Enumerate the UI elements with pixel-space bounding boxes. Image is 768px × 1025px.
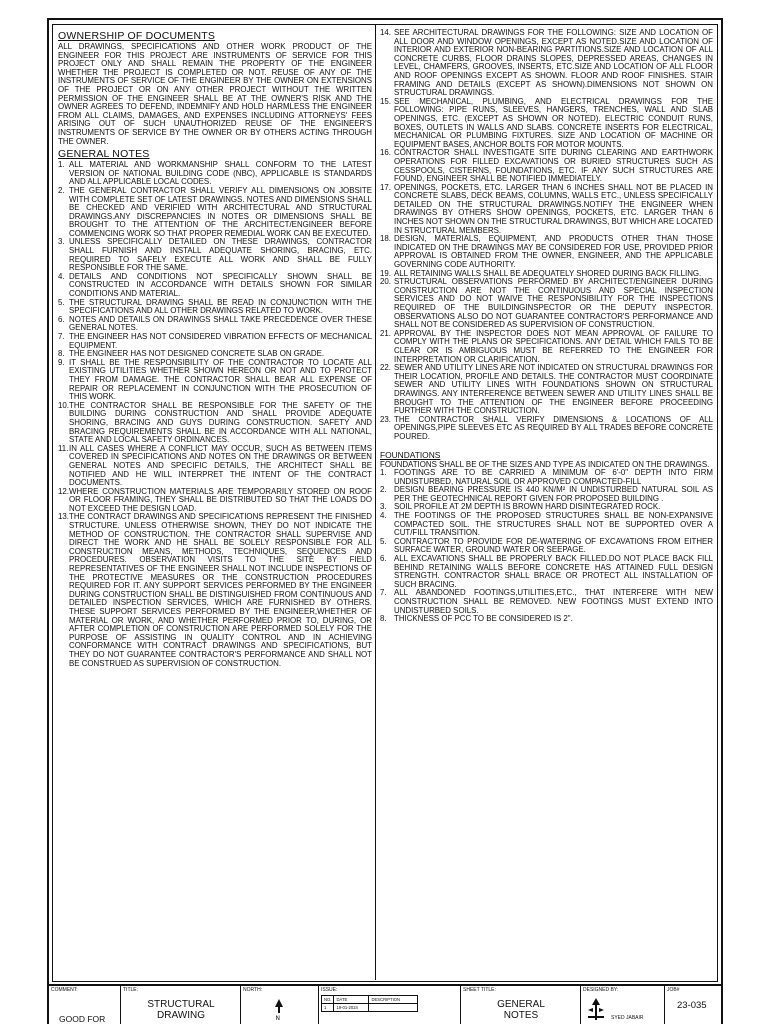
general-note-item-number: 6.	[58, 314, 65, 324]
foundation-item-number: 4.	[380, 511, 387, 521]
svg-text:N: N	[275, 1015, 280, 1021]
foundations-list	[380, 469, 713, 624]
general-note-item-text: IN ALL CASES WHERE A CONFLICT MAY OCCUR, SUCH AS BETWEEN ITEMS COVERED IN SPECIFICATIONS AND NOTES ON THE DRAWINGS OR BETWEEN GENERAL NOTES AND SPECIFIC DETAILS, THE ARCHITECT SHALL BE NOTIFIED AND HE WILL INTERPRET THE INTENT OF THE CONTRACT DOCUMENTS.	[69, 443, 372, 488]
ownership-title: OWNERSHIP OF DOCUMENTS	[58, 30, 216, 42]
general-note-item-number: 17.	[380, 182, 391, 192]
general-note-item-text: THE GENERAL CONTRACTOR SHALL VERIFY ALL DIMENSIONS ON JOBSITE WITH COMPLETE SET OF LATEST DRAWINGS. NOTES AND DIMENSIONS SHALL BE CHECKED AND VERIFIED WITH ARCHITECTURAL AND STRUCTURAL DRAWINGS.ANY DISCREPANCIES IN NOTES OR DIMENSIONS SHALL BE BROUGHT TO THE ATTENTION OF THE ARCHITECT/ENGINEER BEFORE COMMENCING WORK SO THAT PROPER REMEDIAL WORK CAN BE EXECUTED.	[69, 185, 372, 238]
general-note-item	[58, 187, 372, 239]
general-note-item-number: 16.	[380, 148, 391, 158]
general-note-item-number: 8.	[58, 349, 65, 359]
comment-cell	[49, 986, 121, 1024]
right-column	[380, 29, 713, 624]
general-note-item-number: 2.	[58, 185, 65, 195]
general-note-item-text: SEE MECHANICAL, PLUMBING, AND ELECTRICAL DRAWINGS FOR THE FOLLOWING: PIPE RUNS, SLEEVES, HANGERS, TRENCHES, WALL AND SLAB OPENINGS, ETC. (EXCEPT AS SHOWN OR NOTED). ELECTRIC CONDUIT RUNS, BOXES, OUTLETS IN WALLS AND SLABS. CONCRETE INSERTS FOR ELECTRICAL, MECHANICAL OR PLUMBING FIXTURES. SIZE AND LOCATION OF MACHINE OR EQUIPMENT BASES, ANCHOR BOLTS FOR MOTOR MOUNTS.	[394, 96, 713, 149]
foundation-item	[380, 555, 713, 589]
job-number: 23-035	[677, 1000, 707, 1011]
general-note-item-text: CONTRACTOR SHALL INVESTIGATE SITE DURING CLEARING AND EARTHWORK OPERATIONS FOR FILLED EXCAVATIONS OR BURIED STRUCTURES SUCH AS CESSPOOLS, CISTERNS, FOUNDATIONS, ETC. IF ANY SUCH STRUCTURES ARE FOUND, ENGINEER SHALL BE NOTIFIED IMMEDIATELY.	[394, 148, 713, 184]
issue-row-description	[369, 1004, 418, 1012]
general-note-item-text: THE ENGINEER HAS NOT DESIGNED CONCRETE SLAB ON GRADE.	[69, 349, 325, 359]
general-note-item	[380, 184, 713, 236]
foundations-title: FOUNDATIONS	[380, 449, 441, 460]
general-note-item	[380, 235, 713, 269]
foundations-intro: FOUNDATIONS SHALL BE OF THE SIZES AND TYPE AS INDICATED ON THE DRAWINGS.	[380, 459, 710, 469]
general-note-item	[380, 416, 713, 442]
foundation-item-text: THICKNESS OF PCC TO BE CONSIDERED IS 2".	[394, 614, 573, 624]
issue-header-description: DESCRIPTION	[369, 996, 418, 1004]
north-label: NORTH:	[243, 987, 263, 993]
comment-label: COMMENT:	[51, 987, 78, 993]
sheet-title: GENERAL NOTES	[497, 999, 545, 1021]
general-note-item-text: SEWER AND UTILITY LINES ARE NOT INDICATED ON STRUCTURAL DRAWINGS FOR THEIR LOCATION, PROFILE AND DETAILS. THE CONTRACTOR MUST COORDINATE SEWER AND UTILITY LINES WITH FOUNDATIONS SHOWN ON STRUCTURAL DRAWINGS. ANY INTERFERENCE BETWEEN SEWER AND UTILITY LINES SHALL BE BROUGHT TO THE ATTENTION OF THE ENGINEER BEFORE PROCEEDING FURTHER WITH THE CONSTRUCTION.	[394, 363, 713, 416]
general-note-item-number: 11.	[58, 443, 69, 453]
general-note-item-number: 12.	[58, 486, 69, 496]
job-label: JOB#	[667, 987, 680, 993]
general-note-item	[380, 98, 713, 150]
general-note-item-text: THE CONTRACTOR SHALL VERIFY DIMENSIONS & LOCATIONS OF ALL OPENINGS,PIPE SLEEVES ETC AS REQUIRED BY ALL TRADES BEFORE CONCRETE POURED.	[394, 414, 713, 441]
general-note-item-number: 10.	[58, 400, 69, 410]
designed-by-cell	[581, 986, 665, 1024]
designer-seal-icon	[585, 996, 607, 1022]
issue-header-date: DATE	[334, 996, 369, 1004]
general-note-item-number: 7.	[58, 332, 65, 341]
general-note-item	[58, 161, 372, 187]
general-note-item-number: 20.	[380, 277, 391, 287]
issue-label: ISSUE:	[321, 987, 338, 993]
title-block	[47, 986, 723, 1024]
general-note-item	[58, 299, 372, 316]
general-note-item-number: 19.	[380, 268, 391, 278]
general-notes-list-continued	[380, 29, 713, 442]
general-note-item-number: 21.	[380, 328, 391, 338]
foundation-item-number: 5.	[380, 536, 387, 546]
general-note-item-text: ALL MATERIAL AND WORKMANSHIP SHALL CONFORM TO THE LATEST VERSION OF NATIONAL BUILDING CODE (NBC), APPLICABLE IS STANDARDS AND ALL APPLICABLE LOCAL CODES.	[69, 160, 372, 187]
issue-table	[321, 995, 418, 1012]
foundation-item	[380, 486, 713, 503]
north-cell	[241, 986, 319, 1024]
general-note-item-number: 9.	[58, 357, 65, 367]
foundation-item-number: 7.	[380, 588, 387, 598]
general-note-item-text: UNLESS SPECIFICALLY DETAILED ON THESE DRAWINGS, CONTRACTOR SHALL FURNISH AND INSTALL ADEQUATE SHORING, BRACING, ETC. REQUIRED TO SAFELY EXECUTE ALL WORK AND SHALL BE FULLY RESPONSIBLE FOR THE SAME.	[69, 237, 372, 273]
sheet-title-label: SHEET TITLE:	[463, 987, 496, 993]
general-note-item-number: 15.	[380, 96, 391, 106]
foundation-item-number: 6.	[380, 554, 387, 564]
general-note-item	[380, 149, 713, 183]
foundation-item-number: 3.	[380, 502, 387, 512]
ownership-text: ALL DRAWINGS, SPECIFICATIONS AND OTHER WORK PRODUCT OF THE ENGINEER FOR THIS PROJECT ARE INSTRUMENTS OF SERVICE FOR THIS PROJECT ONLY AND SHALL REMAIN THE PROPERTY OF THE ENGINEER WHETHER THE PROJECT IS COMPLETED OR NOT. REUSE OF ANY OF THE INSTRUMENTS OF SERVICE OF THE ENGINEER BY THE OWNER ON EXTENSIONS OF THE PROJECT OR ON ANY OTHER PROJECT WITHOUT THE WRITTEN PERMISSION OF THE ENGINEER SHALL BE AT THE OWNER'S RISK AND THE OWNER AGREES TO DEFEND, INDEMNIFY AND HOLD HARMLESS THE ENGINEER FROM ALL CLAIMS, DAMAGES, AND EXPENSES INCLUDING ATTORNEYS' FEES ARISING OUT OF SUCH UNAUTHORIZED REUSE OF THE ENGINEER'S INSTRUMENTS OF SERVICE BY THE OWNER OR BY OTHERS ACTING THROUGH THE OWNER.	[58, 42, 372, 146]
general-note-item	[380, 330, 713, 364]
general-note-item	[58, 402, 372, 445]
general-note-item-number: 4.	[58, 271, 65, 281]
issue-cell	[319, 986, 461, 1024]
general-note-item-text: NOTES AND DETAILS ON DRAWINGS SHALL TAKE PRECEDENCE OVER THESE GENERAL NOTES.	[69, 314, 372, 333]
general-note-item-number: 23.	[380, 414, 391, 424]
job-cell	[665, 986, 721, 1024]
issue-header-no: NO.	[322, 996, 334, 1004]
general-note-item	[380, 29, 713, 98]
left-column	[58, 29, 372, 668]
general-note-item-text: THE ENGINEER HAS NOT CONSIDERED VIBRATION EFFECTS OF MECHANICAL EQUIPMENT.	[69, 332, 372, 350]
general-note-item	[380, 364, 713, 416]
general-note-item-number: 1.	[58, 160, 65, 170]
general-note-item-text: OPENINGS, POCKETS, ETC. LARGER THAN 6 INCHES SHALL NOT BE PLACED IN CONCRETE SLABS, DECK BEAMS, COLUMNS, WALLS ETC., UNLESS SPECIFICALLY DETAILED ON THE STRUCTURAL DRAWINGS.NOTIFY THE ENGINEER WHEN DRAWINGS BY OTHERS SHOW OPENINGS, POCKETS, ETC. LARGER THAN 6 INCHES NOT SHOWN ON THE STRUCTURAL DRAWINGS, BUT WHICH ARE LOCATED IN STRUCTURAL MEMBERS.	[394, 182, 713, 235]
foundation-item-text: SOIL PROFILE AT 2M DEPTH IS BROWN HARD DISINTEGRATED ROCK.	[394, 502, 661, 512]
general-notes-title: GENERAL NOTES	[58, 148, 150, 161]
designed-by-label: DESIGNED BY:	[583, 987, 619, 993]
general-note-item-text: THE STRUCTURAL DRAWING SHALL BE READ IN CONJUNCTION WITH THE SPECIFICATIONS AND ALL OTHER DRAWINGS RELATED TO WORK.	[69, 297, 372, 316]
general-note-item	[58, 445, 372, 488]
general-note-item	[58, 316, 372, 333]
title-cell	[121, 986, 241, 1024]
general-note-item-text: THE CONTRACT DRAWINGS AND SPECIFICATIONS REPRESENT THE FINISHED STRUCTURE. UNLESS OTHERWISE SHOWN, THEY DO NOT INDICATE THE METHOD OF CONSTRUCTION. THE CONTRACTOR SHALL SUPERVISE AND DIRECT THE WORK AND HE SHALL BE SOLELY RESPONSIBLE FOR ALL CONSTRUCTION MEANS, METHODS, TECHNIQUES, SEQUENCES AND PROCEDURES. OBSERVATION VISITS TO THE SITE BY FIELD REPRESENTATIVES OF THE ENGINEER SHALL NOT INCLUDE INSPECTIONS OF THE PROTECTIVE MEASURES OR THE CONSTRUCTION PROCEDURES REQUIRED FOR IT. ANY SUPPORT SERVICES PERFORMED BY THE ENGINEER DURING CONSTRUCTION SHALL BE DISTINGUISHED FROM CONTINUOUS AND DETAILED INSPECTION SERVICES, WHICH ARE FURNISHED BY OTHERS. THESE SUPPORT SERVICES PERFORMED BY THE ENGINEER,WHETHER OF MATERIAL OR WORK, AND WHETHER PERFORMED PRIOR TO, DURING, OR AFTER COMPLETION OF CONSTRUCTION ARE PERFORMED SOLELY FOR THE PURPOSE OF ASSISTING IN QUALITY CONTROL AND IN ACHIEVING CONFORMANCE WITH CONTRACT DRAWINGS AND SPECIFICATIONS, BUT THEY DO NOT GUARANTEE CONTRACTOR'S PERFORMANCE AND SHALL NOT BE CONSTRUED AS SUPERVISION OF CONSTRUCTION.	[69, 512, 372, 668]
title-label: TITLE:	[123, 987, 139, 993]
general-note-item-number: 14.	[380, 28, 391, 37]
foundation-item-number: 2.	[380, 485, 387, 495]
general-note-item	[58, 359, 372, 402]
foundation-item-number: 8.	[380, 614, 387, 624]
general-note-item	[58, 273, 372, 299]
comment-value: GOOD FOR	[59, 1014, 106, 1024]
foundation-item-text: FOOTINGS ARE TO BE CARRIED A MINIMUM OF 6'-0" DEPTH INTO FIRM UNDISTURBED, NATURAL SOIL OR APPROVED COMPACTED-FILL	[394, 468, 713, 486]
north-arrow-icon	[273, 999, 285, 1021]
foundation-item-text: THE FOOTINGS OF THE PROPOSED STRUCTURES SHALL BE NON-EXPANSIVE COMPACTED SOIL. THE STRUCTURES SHALL NOT BE SUPPORTED OVER A CUT/FILL TRANSITION.	[394, 511, 713, 538]
foundation-item	[380, 615, 713, 624]
foundation-item-text: ALL EXCAVATIONS SHALL BE PROPERLY BACK FILLED.DO NOT PLACE BACK FILL BEHIND RETAINING WALLS BEFORE CONCRETE HAS ATTAINED FULL DESIGN STRENGTH. CONTRACTOR SHALL BRACE OR PROTECT ALL INSTALLATION OF SUCH BRACING.	[394, 554, 713, 589]
general-notes-list	[58, 161, 372, 668]
sheet-title-cell	[461, 986, 581, 1024]
general-note-item-number: 3.	[58, 237, 65, 247]
general-note-item-text: STRUCTURAL OBSERVATIONS PERFORMED BY ARCHITECT/ENGINEER DURING CONSTRUCTION ARE NOT THE CONTINUOUS AND SPECIAL INSPECTION SERVICES AND DO NOT WAIVE THE RESPONSIBILITY FOR THE INSPECTIONS REQUIRED OF THE BUILDINGINSPECTOR OR THE DEPUTY INSPECTOR. OBSERVATIONS ALSO DO NOT GUARANTEE CONTRACTOR'S PERFORMANCE AND SHALL NOT BE CONSIDERED AS SUPERVISION OF CONSTRUCTION.	[394, 277, 713, 330]
general-note-item-number: 5.	[58, 297, 65, 307]
general-note-item-text: SEE ARCHITECTURAL DRAWINGS FOR THE FOLLOWING: SIZE AND LOCATION OF ALL DOOR AND WINDOW OPENINGS, EXCEPT AS NOTED.SIZE AND LOCATION OF INTERIOR AND EXTERIOR NON-BEARING PARTITIONS.SIZE AND LOCATION OF ALL CONCRETE CURBS, FLOOR DRAINS SLOPES, DEPRESSED AREAS, CHANGES IN LEVEL, CHAMFERS, GROOVES, INSERTS, ETC.SIZE AND LOCATION OF ALL FLOOR AND ROOF OPENINGS EXCEPT AS SHOWN. FLOOR AND ROOF FINISHES. STAIR FRAMING AND DETAILS (EXCEPT AS SHOWN).DIMENSIONS NOT SHOWN ON STRUCTURAL DRAWINGS.	[394, 28, 713, 98]
drawing-title: STRUCTURAL DRAWING	[147, 999, 215, 1021]
general-note-item-text: DESIGN, MATERIALS, EQUIPMENT, AND PRODUCTS OTHER THAN THOSE INDICATED ON THE DRAWINGS MAY BE CONSIDERED FOR USE, PROVIDED PRIOR APPROVAL IS OBTAINED FROM THE OWNER, ENGINEER, AND THE APPLICABLE GOVERNING CODE AUTHORITY.	[394, 234, 713, 270]
general-note-item-number: 22.	[380, 363, 391, 373]
general-note-item-text: THE CONTRACTOR SHALL BE RESPONSIBLE FOR THE SAFETY OF THE BUILDING DURING CONSTRUCTION AND SHALL PROVIDE ADEQUATE SHORING, BRACING AND GUYS DURING CONSTRUCTION. SAFETY AND BRACING REQUIREMENTS SHALL BE IN ACCORDANCE WITH ALL NATIONAL, STATE AND LOCAL SAFETY ORDINANCES.	[69, 400, 372, 445]
general-note-item-text: WHERE CONSTRUCTION MATERIALS ARE TEMPORARILY STORED ON ROOF OR FLOOR FRAMING, THEY SHALL BE DISTRIBUTED SO THAT THE LOADS DO NOT EXCEED THE DESIGN LOAD.	[69, 486, 372, 513]
issue-row-date: 19-01-2024	[334, 1004, 369, 1012]
foundation-item	[380, 469, 713, 486]
general-note-item-text: APPROVAL BY THE INSPECTOR DOES NOT MEAN APPROVAL OF FAILURE TO COMPLY WITH THE PLANS OR SPECIFICATIONS. ANY DETAIL WHICH FAILS TO BE CLEAR OR IS AMBIGUOUS MUST BE REFERRED TO THE ENGINEER FOR INTERPRETATION OR CLARIFICATION.	[394, 328, 713, 364]
general-note-item-text: IT SHALL BE THE RESPONSIBILITY OF THE CONTRACTOR TO LOCATE ALL EXISTING UTILITIES WHETHER SHOWN HEREON OR NOT AND TO PROTECT THEY FROM DAMAGE. THE CONTRACTOR SHALL BEAR ALL EXPENSE OF REPAIR OR REPLACEMENT IN CONJUNCTION WITH THE PROSECUTION OF THIS WORK.	[69, 357, 372, 402]
foundation-item-text: ALL ABANDONED FOOTINGS,UTILITIES,ETC., THAT INTERFERE WITH NEW CONSTRUCTION SHALL BE REMOVED. NEW FOOTINGS MUST EXTEND INTO UNDISTURBED SOILS.	[394, 588, 713, 615]
general-note-item-number: 13.	[58, 512, 69, 522]
general-note-item	[380, 278, 713, 330]
general-note-item-number: 18.	[380, 234, 391, 244]
foundation-item	[380, 589, 713, 615]
foundation-item-text: DESIGN BEARING PRESSURE IS 440 KN/M² IN UNDISTURBED NATURAL SOIL AS PER THE GEOTECHNICAL REPORT GIVEN FOR PROPOSED BUILDING .	[394, 485, 713, 503]
designer-name: SYED JABAIR	[611, 1015, 644, 1021]
general-note-item-text: DETAILS AND CONDITIONS NOT SPECIFICALLY SHOWN SHALL BE CONSTRUCTED IN ACCORDANCE WITH DETAILS SHOWN FOR SIMILAR CONDITIONS AND MATERIAL.	[69, 271, 372, 299]
general-note-item	[58, 488, 372, 514]
general-note-item	[58, 238, 372, 272]
general-note-item	[58, 333, 372, 350]
column-divider	[375, 24, 376, 980]
issue-row-no: 1	[322, 1004, 334, 1012]
general-note-item-text: ALL RETAINING WALLS SHALL BE ADEQUATELY SHORED DURING BACK FILLING.	[394, 268, 702, 278]
foundation-item	[380, 512, 713, 538]
foundation-item-number: 1.	[380, 468, 387, 478]
general-note-item	[58, 513, 372, 668]
foundation-item	[380, 538, 713, 555]
foundation-item-text: CONTRACTOR TO PROVIDE FOR DE-WATERING OF EXCAVATIONS FROM EITHER SURFACE WATER, GROUND WATER OR SEEPAGE.	[394, 536, 713, 555]
